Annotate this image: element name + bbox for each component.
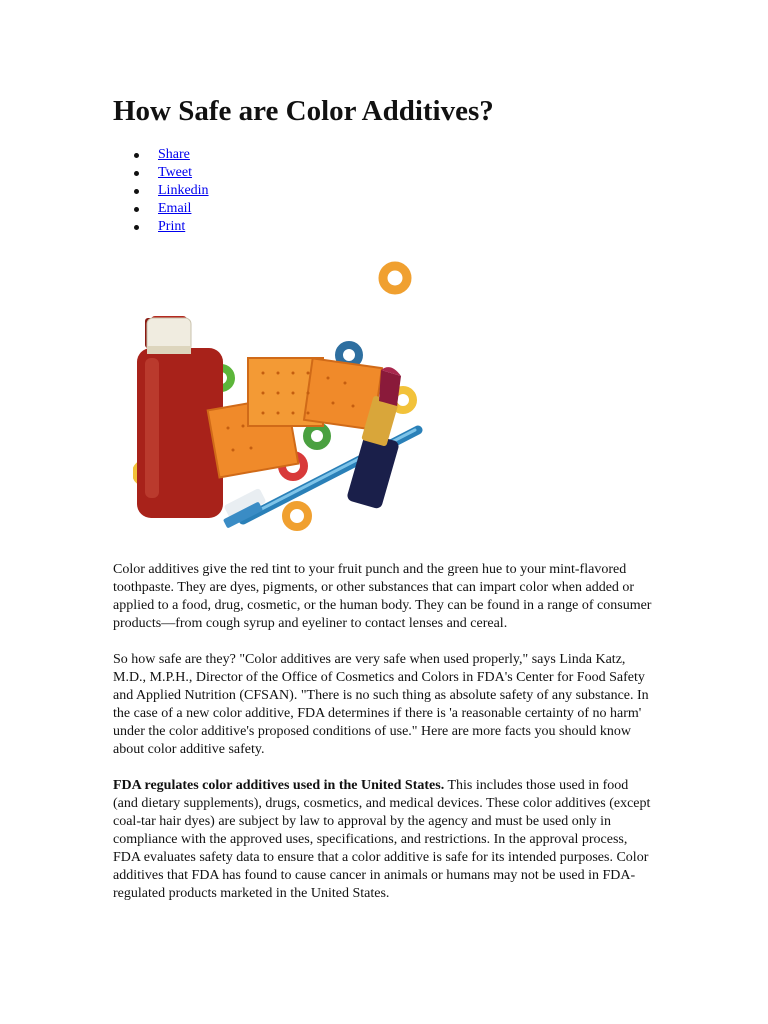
article-body [113,561,653,921]
email-link[interactable]: Email [158,201,192,216]
list-item [113,146,209,164]
share-links-list [113,146,209,236]
list-item [113,218,209,236]
tweet-link[interactable]: Tweet [158,165,193,180]
paragraph [113,651,653,759]
bullet-icon [134,225,139,230]
paragraph [113,777,653,903]
list-item [113,200,209,218]
linkedin-link[interactable]: Linkedin [158,183,209,198]
page-title: How Safe are Color Additives? [113,95,494,127]
print-link[interactable]: Print [158,219,186,234]
paragraph-text: So how safe are they? "Color additives are very safe when used properly," says Linda Katz, M.D., M.P.H., Director of the Office of Cosmetics and Colors in FDA's Center for Food Safety and Applied Nutrition (CFSAN). "There is no such thing as absolute safety of any substance. In the case of a new color additive, FDA determines if there is 'a reasonable certainty of no harm' under the color additive's proposed conditions of use." Here are more facts you should know about color additive safety. [113,652,649,757]
paragraph-text: This includes those used in food (and dietary supplements), drugs, cosmetics, and medical devices. These color additives (except coal-tar hair dyes) are subject by law to approval by the agency and must be used only in compliance with the approved uses, specifications, and restrictions. In the approval process, FDA evaluates safety data to ensure that a color additive is safe for its intended purposes. Color additives that FDA has found to cause cancer in animals or humans may not be used in FDA-regulated products marketed in the United States. [113,778,651,901]
paragraph-lead: FDA regulates color additives used in the United States. [113,778,445,793]
bullet-icon [134,189,139,194]
paragraph-text: Color additives give the red tint to your fruit punch and the green hue to your mint-flavored toothpaste. They are dyes, pigments, or other substances that can impart color when added or applied to a food, drug, cosmetic, or the human body. They can be found in a range of consumer products—from cough syrup and eyeliner to contact lenses and cereal. [113,562,652,631]
list-item [113,182,209,200]
paragraph [113,561,653,633]
color-additives-illustration [133,258,443,538]
bullet-icon [134,171,139,176]
list-item [113,164,209,182]
bullet-icon [134,207,139,212]
share-link[interactable]: Share [158,147,190,162]
bullet-icon [134,153,139,158]
